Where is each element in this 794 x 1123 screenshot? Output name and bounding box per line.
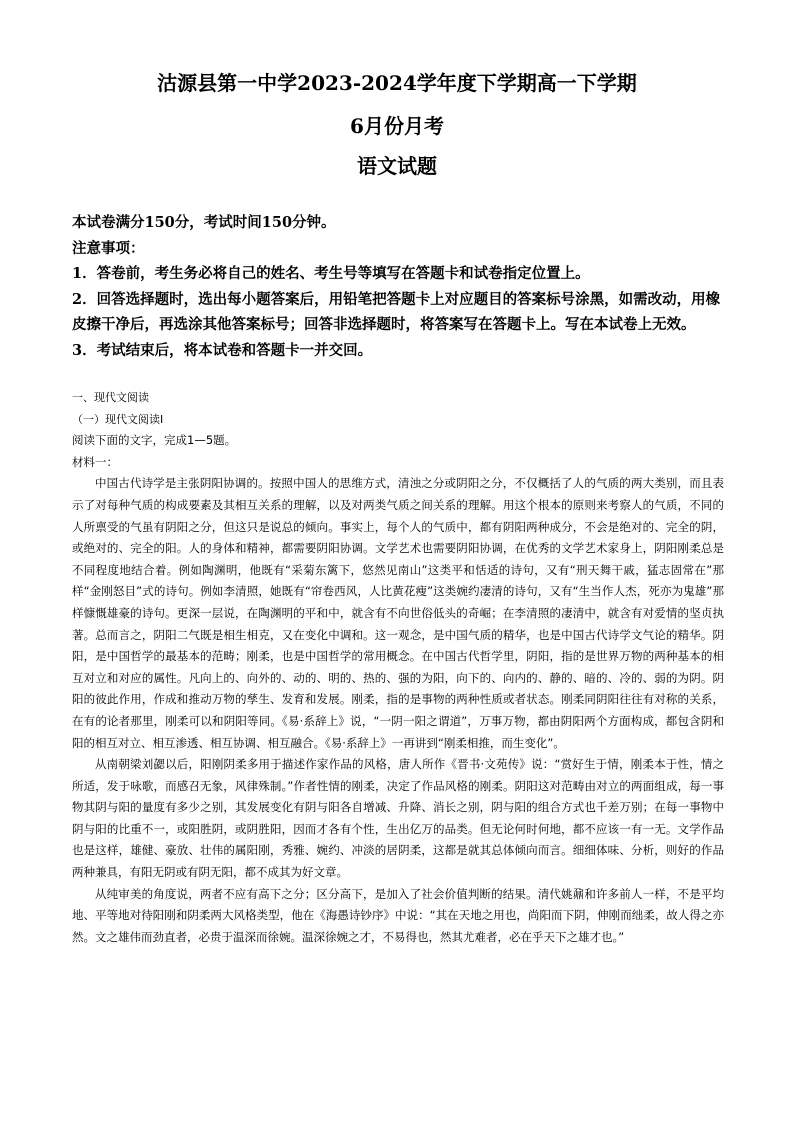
exam-title-month: 6月份月考 <box>350 114 444 138</box>
material-label: 材料一： <box>72 454 118 469</box>
exam-title-subject: 语文试题 <box>357 154 437 178</box>
notice-item-1: 1．答卷前，考生务必将自己的姓名、考生号等填写在答题卡和试卷指定位置上。 <box>72 265 590 282</box>
paragraph: 中国古代诗学是主张阴阳协调的。按照中国人的思维方式，清浊之分或阴阳之分，不仅概括了人的气质的两大类别，而且表示了对每种气质的构成要素及其相互关系的理解，以及对两类气质之间关系的理解。用这个根本的原则来考察人的气质，不同的人所禀受的气虽有阴阳之分，但这只是说总的倾向。事实上，每个人的气质中，都有阴阳两种成分，不会是绝对的、完全的阴，或绝对的、完全的阳。人的身体和精神，都需要阴阳协调。文学艺术也需要阴阳协调，在优秀的文学艺术家身上，阴阳刚柔总是不同程度地结合着。例如陶渊明，他既有“采菊东篱下，悠然见南山”这类平和恬适的诗句，又有“刑天舞干戚，猛志固常在”那样“金刚怒目”式的诗句。例如李清照，她既有“帘卷西风，人比黄花瘦”这类婉约凄清的诗句，又有“生当作人杰，死亦为鬼雄”那样慷慨雄豪的诗句。更深一层说，在陶渊明的平和中，就含有不向世俗低头的奇崛；在李清照的凄清中，就含有对爱情的坚贞执著。总而言之，阴阳二气既是相生相克，又在变化中调和。这一观念，是中国气质的精华，也是中国古代诗学文气论的精华。阴阳，是中国哲学的最基本的范畴；刚柔，也是中国哲学的常用概念。在中国古代哲学里，阴阳，指的是世界万物的两种基本的相互对立和对应的属性。凡向上的、向外的、动的、明的、热的、强的为阳，向下的、向内的、静的、暗的、冷的、弱的为阴。阴阳的彼此作用，作成和推动万物的孳生、发育和发展。刚柔，指的是事物的两种性质或者状态。刚柔同阴阳往往有对称的关系，在有的论者那里，刚柔可以和阴阳等同。《易·系辞上》说，“一阴一阳之谓道”，万事万物，都由阴阳两个方面构成，都包含阴和阳的相互对立、相互渗透、相互协调、相互融合。《易·系辞上》一再讲到“刚柔相推，而生变化”。 <box>72 476 724 750</box>
notice-heading: 注意事项： <box>72 239 145 257</box>
notice-item-3: 3．考试结束后，将本试卷和答题卡一并交回。 <box>72 341 373 359</box>
exam-notice <box>72 210 732 363</box>
paragraph: 从南朝梁刘勰以后，阳刚阴柔多用于描述作家作品的风格，唐人所作《晋书·文苑传》说：“赏好生于情，刚柔本于性，情之所适，发于咏歌，而感召无象，风律殊制。”作者性情的刚柔，决定了作品风格的刚柔。阴阳这对范畴由对立的两面组成，每一事物其阴与阳的量度有多少之别，其发展变化有阴与阳各自增减、升降、消长之别，阴与阳的组合方式也千差万别；在每一事物中阴与阳的比重不一，或阳胜阴，或阴胜阳，因而才各有个性，生出亿万的品类。但无论何时何地，都不应该一有一无。文学作品也是这样，雄健、豪放、壮伟的属阳刚，秀雅、婉约、冲淡的居阴柔，这都是就其总体倾向而言。细细体味、分析，则好的作品两种兼具，有阳无阴或有阴无阳，都不成其为好文章。 <box>72 757 724 880</box>
reading-instruction: 阅读下面的文字，完成1—5题。 <box>72 433 237 448</box>
exam-title-school: 沽源县第一中学2023-2024学年度下学期高一下学期 <box>157 71 637 95</box>
notice-item-2: 2．回答选择题时，选出每小题答案后，用铅笔把答题卡上对应题目的答案标号涂黑，如需改动，用橡皮擦干净后，再选涂其他答案标号；回答非选择题时，将答案写在答题卡上。写在本试卷上无效。 <box>72 290 721 333</box>
reading-section <box>72 387 724 948</box>
section-sub-heading: （一）现代文阅读Ⅰ <box>72 412 164 426</box>
score-time-line: 本试卷满分150分，考试时间150分钟。 <box>72 214 336 231</box>
section-part-heading: 一、现代文阅读 <box>72 391 149 404</box>
paragraph: 从纯审美的角度说，两者不应有高下之分；区分高下，是加入了社会价值判断的结果。清代姚鼐和许多前人一样，不是平均地、平等地对待阳刚和阴柔两大风格类型，他在《海愚诗钞序》中说：“其在天地之用也，尚阳而下阴，伸刚而绌柔，故人得之亦然。文之雄伟而劲直者，必贵于温深而徐婉。温深徐婉之才，不易得也，然其尤难者，必在乎天下之雄才也。” <box>72 886 724 944</box>
